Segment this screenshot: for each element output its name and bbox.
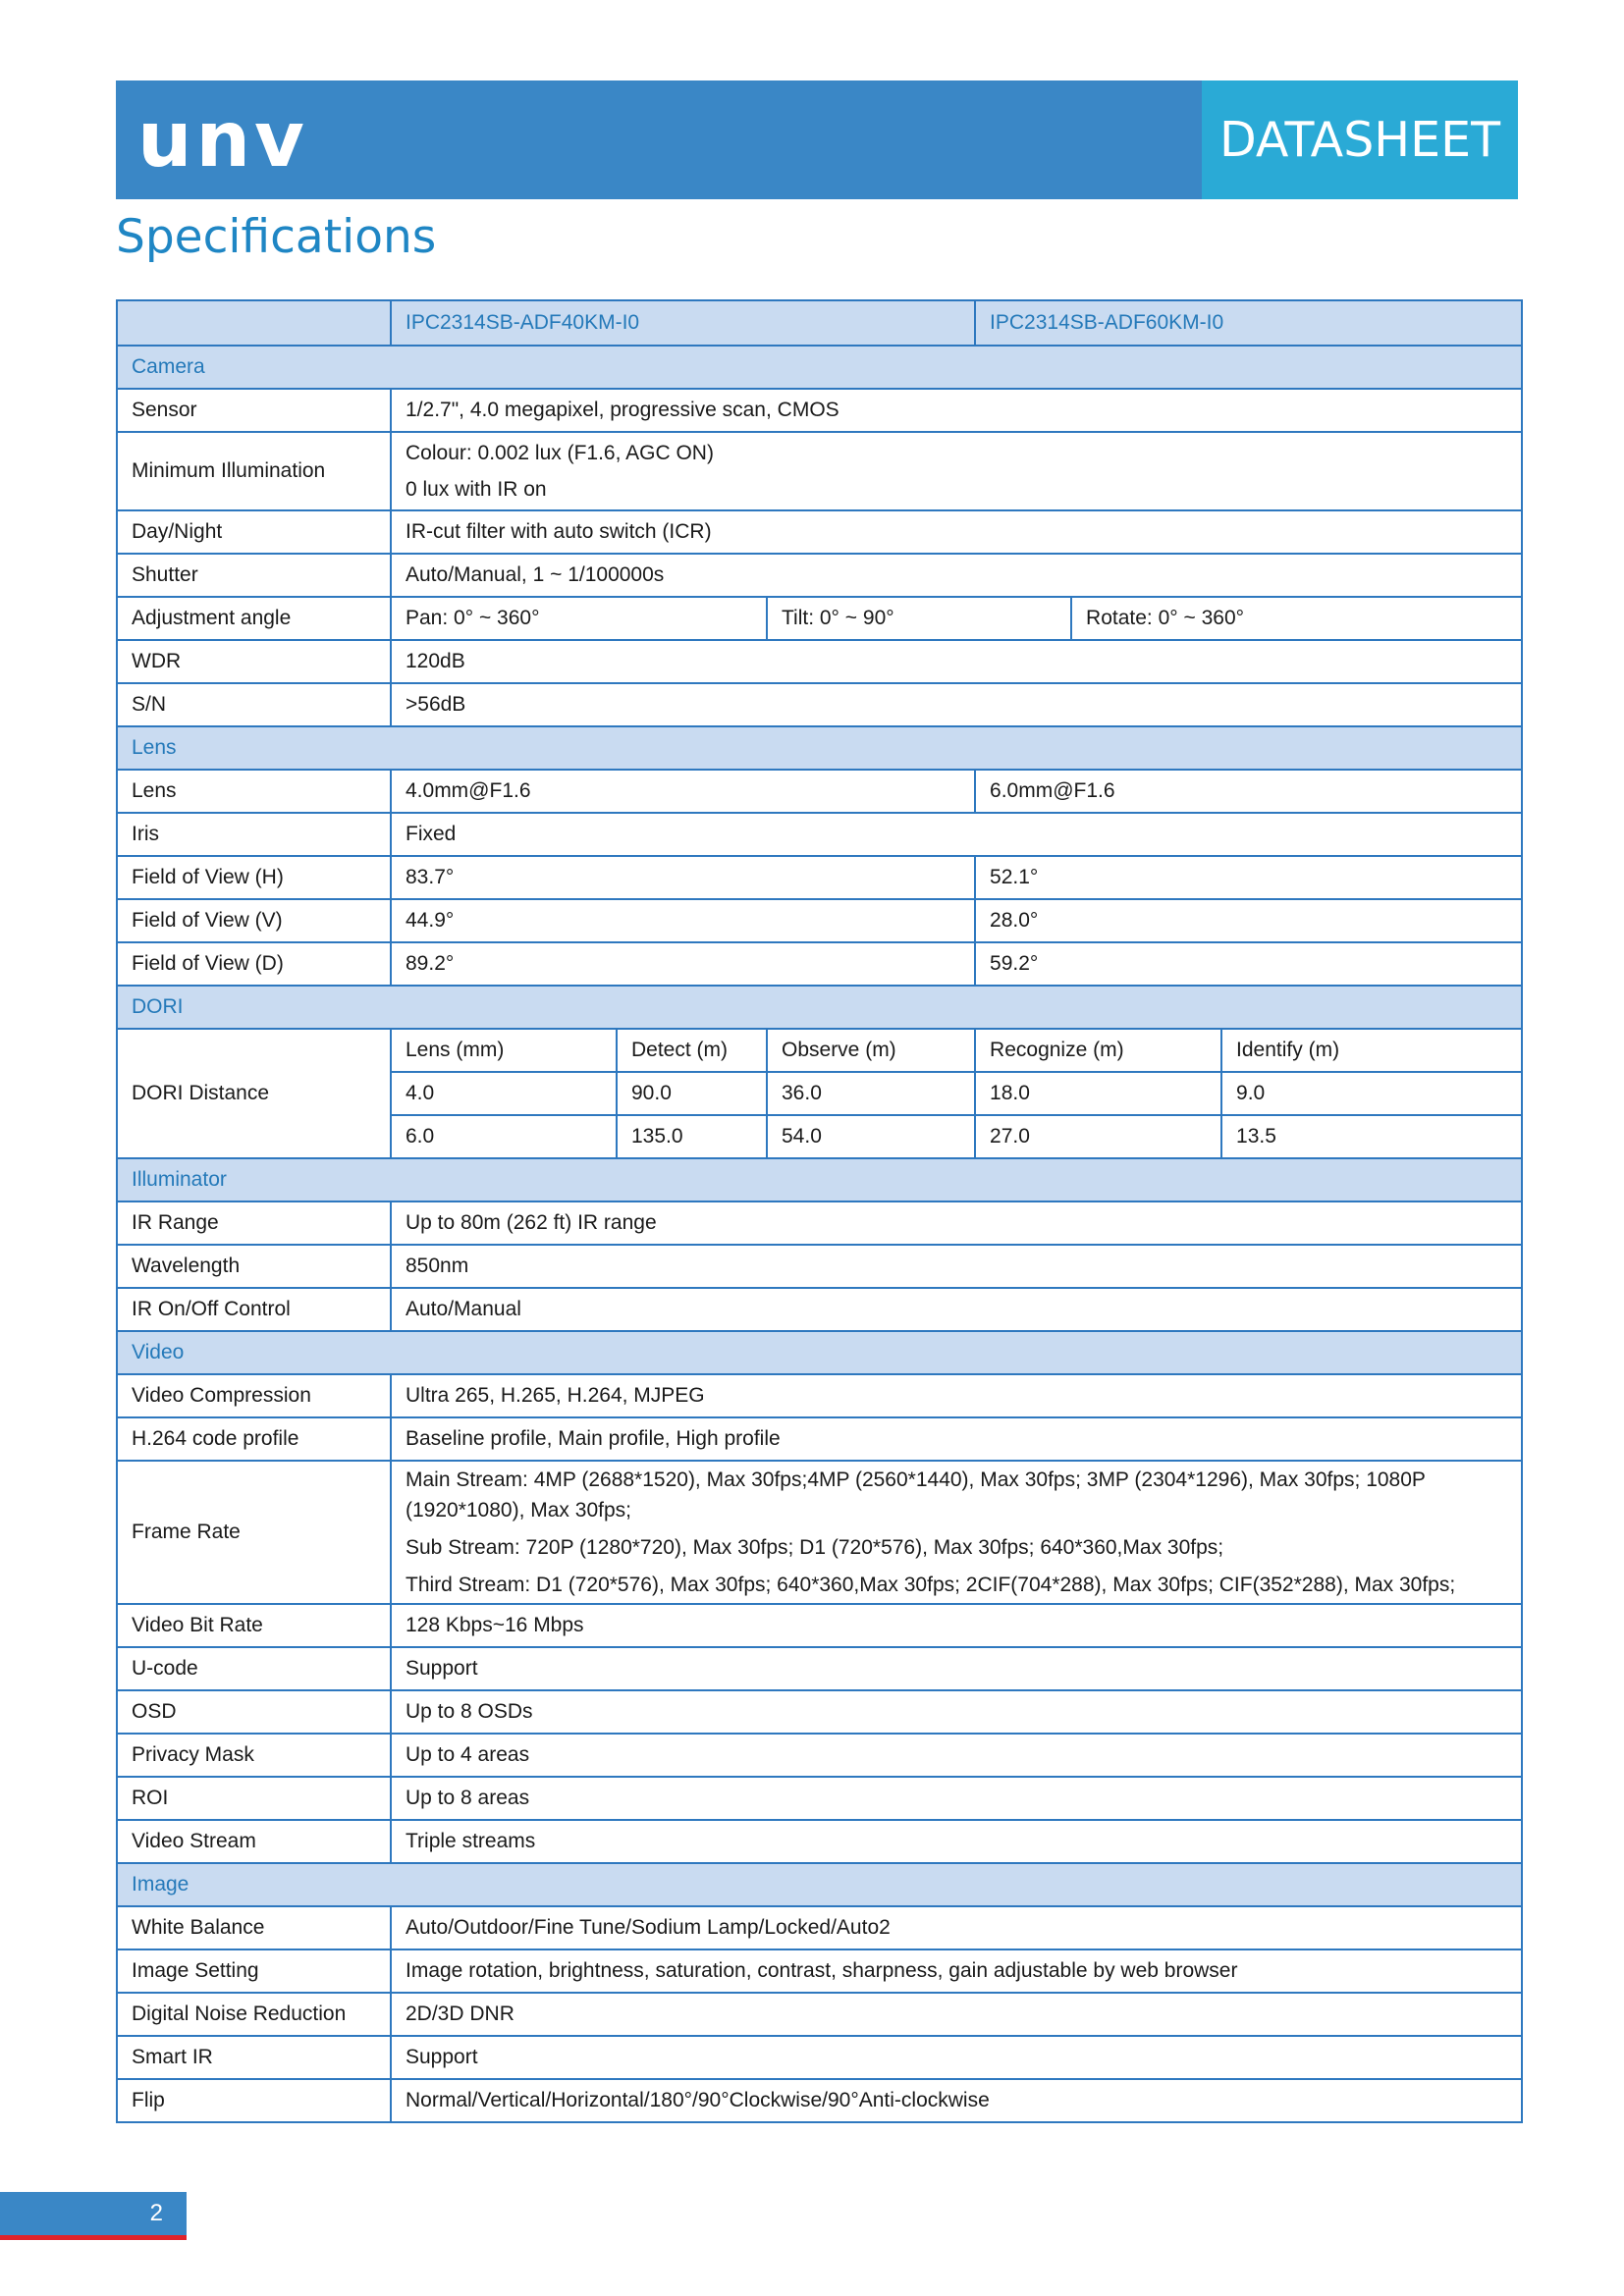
row-value: Fixed — [391, 813, 1522, 856]
table-row — [117, 770, 1522, 813]
table-row — [117, 510, 1522, 554]
table-row — [117, 2036, 1522, 2079]
row-value: Baseline profile, Main profile, High profile — [391, 1417, 1522, 1461]
dori-header-row — [117, 1029, 1522, 1072]
row-label: OSD — [117, 1690, 391, 1734]
brand-logo: unv — [137, 96, 308, 185]
dori-cell: 135.0 — [617, 1115, 767, 1158]
section-dori: DORI — [117, 986, 1522, 1029]
row-value-model2: 52.1° — [975, 856, 1522, 899]
table-row — [117, 1288, 1522, 1331]
table-row — [117, 1820, 1522, 1863]
page-number-tab — [0, 2192, 187, 2235]
row-label: DORI Distance — [117, 1029, 391, 1158]
dori-cell: 6.0 — [391, 1115, 617, 1158]
adjust-tilt: Tilt: 0° ~ 90° — [767, 597, 1071, 640]
table-row — [117, 1374, 1522, 1417]
adjust-pan: Pan: 0° ~ 360° — [391, 597, 767, 640]
table-row — [117, 813, 1522, 856]
page-title: Specifications — [116, 210, 437, 264]
row-label: Video Bit Rate — [117, 1604, 391, 1647]
table-row — [117, 1245, 1522, 1288]
row-label: Day/Night — [117, 510, 391, 554]
table-row — [117, 597, 1522, 640]
min-illum-colour: Colour: 0.002 lux (F1.6, AGC ON) — [406, 442, 714, 464]
table-row — [117, 942, 1522, 986]
page-number-underline — [0, 2235, 187, 2240]
table-row — [117, 1734, 1522, 1777]
row-value: >56dB — [391, 683, 1522, 726]
row-value: Ultra 265, H.265, H.264, MJPEG — [391, 1374, 1522, 1417]
row-label: Shutter — [117, 554, 391, 597]
spec-table — [116, 299, 1523, 2123]
row-label: U-code — [117, 1647, 391, 1690]
table-row — [117, 1949, 1522, 1993]
min-illum-ir: 0 lux with IR on — [406, 478, 547, 501]
row-value: 120dB — [391, 640, 1522, 683]
table-row — [117, 899, 1522, 942]
table-row — [117, 1417, 1522, 1461]
adjust-rotate: Rotate: 0° ~ 360° — [1071, 597, 1522, 640]
row-label: Flip — [117, 2079, 391, 2122]
row-label: Field of View (D) — [117, 942, 391, 986]
row-value: Image rotation, brightness, saturation, contrast, sharpness, gain adjustable by web browser — [391, 1949, 1522, 1993]
row-value: Triple streams — [391, 1820, 1522, 1863]
row-value: Auto/Manual, 1 ~ 1/100000s — [391, 554, 1522, 597]
row-label: Field of View (V) — [117, 899, 391, 942]
table-row — [117, 389, 1522, 432]
row-value: Auto/Manual — [391, 1288, 1522, 1331]
datasheet-badge: DATASHEET — [1202, 80, 1518, 199]
row-value: 128 Kbps~16 Mbps — [391, 1604, 1522, 1647]
row-value: IR-cut filter with auto switch (ICR) — [391, 510, 1522, 554]
dori-header: Identify (m) — [1221, 1029, 1522, 1072]
row-value-model1: 44.9° — [391, 899, 975, 942]
frame-rate-third: Third Stream: D1 (720*576), Max 30fps; 640*360,Max 30fps; 2CIF(704*288), Max 30fps; CIF(352*288), Max 30fps; — [406, 1574, 1456, 1596]
table-row — [117, 1906, 1522, 1949]
row-label: Video Compression — [117, 1374, 391, 1417]
dori-header: Detect (m) — [617, 1029, 767, 1072]
dori-cell: 54.0 — [767, 1115, 975, 1158]
row-label: IR Range — [117, 1201, 391, 1245]
row-value: Up to 80m (262 ft) IR range — [391, 1201, 1522, 1245]
table-row — [117, 640, 1522, 683]
row-value: Normal/Vertical/Horizontal/180°/90°Clockwise/90°Anti-clockwise — [391, 2079, 1522, 2122]
row-value-model1: 4.0mm@F1.6 — [391, 770, 975, 813]
model-header-row — [117, 300, 1522, 346]
row-value — [391, 1461, 1522, 1604]
row-label: Digital Noise Reduction — [117, 1993, 391, 2036]
model-1: IPC2314SB-ADF40KM-I0 — [391, 300, 975, 346]
table-row — [117, 2079, 1522, 2122]
dori-cell: 4.0 — [391, 1072, 617, 1115]
row-label: Video Stream — [117, 1820, 391, 1863]
header-banner — [116, 80, 1518, 199]
model-header-blank — [117, 300, 391, 346]
row-label: Field of View (H) — [117, 856, 391, 899]
table-row — [117, 1647, 1522, 1690]
row-label: Lens — [117, 770, 391, 813]
table-row — [117, 683, 1522, 726]
row-label: Privacy Mask — [117, 1734, 391, 1777]
dori-cell: 9.0 — [1221, 1072, 1522, 1115]
row-label: H.264 code profile — [117, 1417, 391, 1461]
table-row — [117, 554, 1522, 597]
row-value: Auto/Outdoor/Fine Tune/Sodium Lamp/Locked/Auto2 — [391, 1906, 1522, 1949]
table-row — [117, 1690, 1522, 1734]
frame-rate-sub: Sub Stream: 720P (1280*720), Max 30fps; D1 (720*576), Max 30fps; 640*360,Max 30fps; — [406, 1536, 1224, 1559]
row-label: Frame Rate — [117, 1461, 391, 1604]
frame-rate-main: Main Stream: 4MP (2688*1520), Max 30fps;4MP (2560*1440), Max 30fps; 3MP (2304*1296), Max 30fps; 1080P (1920*1080), Max 30fps; — [406, 1468, 1426, 1522]
table-row — [117, 432, 1522, 510]
row-value: Up to 8 areas — [391, 1777, 1522, 1820]
section-lens: Lens — [117, 726, 1522, 770]
row-label: Wavelength — [117, 1245, 391, 1288]
row-label: Image Setting — [117, 1949, 391, 1993]
row-label: Smart IR — [117, 2036, 391, 2079]
row-label: ROI — [117, 1777, 391, 1820]
dori-header: Lens (mm) — [391, 1029, 617, 1072]
dori-cell: 90.0 — [617, 1072, 767, 1115]
row-label: S/N — [117, 683, 391, 726]
model-2: IPC2314SB-ADF60KM-I0 — [975, 300, 1522, 346]
row-value: Up to 8 OSDs — [391, 1690, 1522, 1734]
row-label: Minimum Illumination — [117, 432, 391, 510]
row-value: Up to 4 areas — [391, 1734, 1522, 1777]
dori-cell: 13.5 — [1221, 1115, 1522, 1158]
row-value: 1/2.7", 4.0 megapixel, progressive scan, CMOS — [391, 389, 1522, 432]
row-label: WDR — [117, 640, 391, 683]
dori-cell: 18.0 — [975, 1072, 1221, 1115]
row-label: IR On/Off Control — [117, 1288, 391, 1331]
row-label: Iris — [117, 813, 391, 856]
section-camera: Camera — [117, 346, 1522, 389]
row-value-model1: 83.7° — [391, 856, 975, 899]
section-illuminator: Illuminator — [117, 1158, 1522, 1201]
table-row — [117, 856, 1522, 899]
dori-header: Observe (m) — [767, 1029, 975, 1072]
dori-header: Recognize (m) — [975, 1029, 1221, 1072]
row-value — [391, 432, 1522, 510]
table-row — [117, 1461, 1522, 1604]
row-value-model2: 59.2° — [975, 942, 1522, 986]
section-image: Image — [117, 1863, 1522, 1906]
dori-cell: 36.0 — [767, 1072, 975, 1115]
row-value-model1: 89.2° — [391, 942, 975, 986]
row-label: Sensor — [117, 389, 391, 432]
table-row — [117, 1993, 1522, 2036]
section-video: Video — [117, 1331, 1522, 1374]
row-label: Adjustment angle — [117, 597, 391, 640]
table-row — [117, 1201, 1522, 1245]
row-value: 2D/3D DNR — [391, 1993, 1522, 2036]
page-number: 2 — [149, 2200, 163, 2226]
row-value-model2: 6.0mm@F1.6 — [975, 770, 1522, 813]
dori-cell: 27.0 — [975, 1115, 1221, 1158]
table-row — [117, 1604, 1522, 1647]
row-value-model2: 28.0° — [975, 899, 1522, 942]
row-value: Support — [391, 2036, 1522, 2079]
row-value: 850nm — [391, 1245, 1522, 1288]
row-label: White Balance — [117, 1906, 391, 1949]
row-value: Support — [391, 1647, 1522, 1690]
table-row — [117, 1777, 1522, 1820]
